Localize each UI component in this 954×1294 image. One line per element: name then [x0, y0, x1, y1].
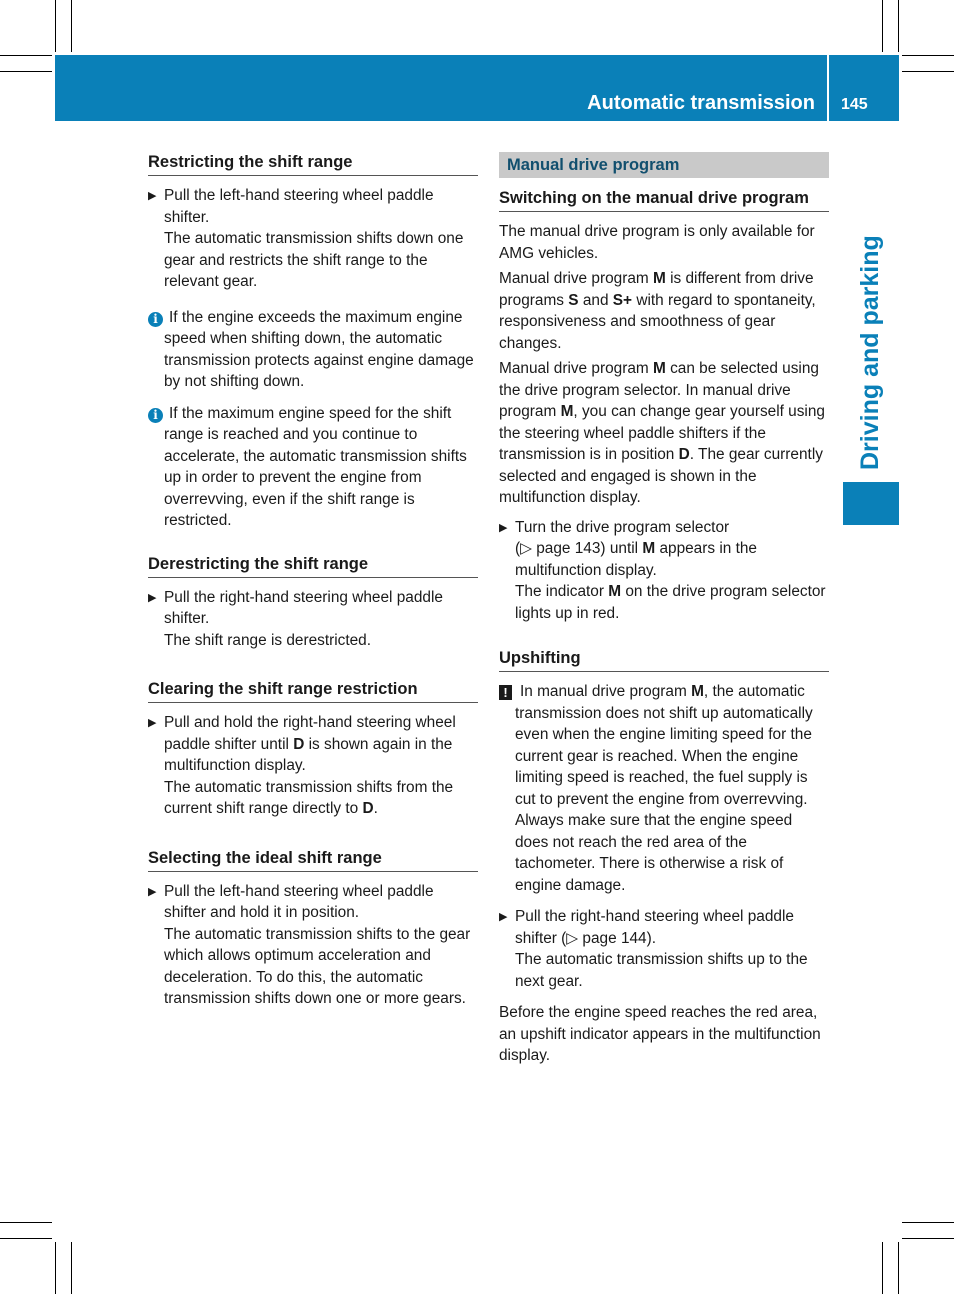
program-symbol: S — [568, 291, 579, 309]
text-run: . The gear currently selected and engaged is shown in the multifunction display. — [499, 446, 823, 506]
program-symbol: M — [560, 403, 574, 420]
paragraph: The manual drive program is only available for AMG vehicles. — [499, 223, 815, 262]
crop-mark — [0, 1222, 52, 1223]
display-symbol: D — [362, 800, 374, 817]
crop-mark — [71, 0, 72, 52]
step-action: Pull the right-hand steering wheel paddle shifter (▷ page 144). — [515, 908, 794, 947]
text-run: The automatic transmission shifts from the current shift range directly to — [164, 778, 454, 817]
display-symbol: D — [293, 735, 305, 753]
subsection-heading-switching-on: Switching on the manual drive program — [499, 188, 829, 212]
text-run: with regard to spontaneity, responsiveness and smoothness of gear changes. — [499, 291, 816, 352]
arrow-right-icon: ▶ — [499, 521, 508, 534]
info-icon: i — [148, 408, 163, 423]
instruction-step — [499, 517, 829, 625]
arrow-right-icon: ▶ — [148, 717, 157, 729]
note-text: If the engine exceeds the maximum engine speed when shifting down, the automatic transmission protects against engine damage by not shifting down. — [164, 308, 474, 390]
instruction-step — [499, 906, 829, 992]
section-heading-restricting: Restricting the shift range — [148, 152, 478, 176]
text-run: . — [373, 800, 378, 817]
paragraph — [499, 268, 829, 354]
page-reference: (▷ page 143) until — [515, 540, 643, 557]
warning-icon: ! — [499, 685, 512, 700]
step-action: Pull the left-hand steering wheel paddle shifter and hold it in position. — [164, 882, 434, 921]
left-column — [148, 152, 478, 1020]
step-result — [515, 581, 829, 624]
chapter-tab-marker — [843, 482, 899, 525]
program-symbol: M — [691, 683, 704, 700]
page-title: Automatic transmission — [587, 92, 815, 114]
program-symbol: M — [652, 270, 666, 287]
right-column — [499, 152, 829, 1071]
note-text: If the maximum engine speed for the shift range is reached and you continue to accelerate, the automatic transmission shifts up in order to prevent the engine from overrevving, even if the shift range is restricted. — [164, 404, 467, 529]
crop-mark — [902, 55, 954, 56]
crop-mark — [0, 55, 52, 56]
info-note — [148, 403, 478, 532]
text-run: Manual drive program — [499, 360, 653, 377]
text-run: The indicator — [515, 583, 609, 600]
program-symbol: M — [652, 360, 666, 377]
text-run: , you can change gear yourself using the steering wheel paddle shifters if the transmission is in position — [499, 403, 825, 463]
arrow-right-icon: ▶ — [499, 911, 508, 923]
crop-mark — [902, 1238, 954, 1239]
crop-mark — [55, 0, 56, 52]
text-run: , the automatic transmission does not shift up automatically even when the engine limiting speed for the current gear is reached. When the engine limiting speed is reached, the fuel supply is cut to prevent the engine from overrevving. Always make sure that the engine speed does not reach the red area of the tachometer. There is otherwise a risk of engine damage. — [515, 683, 813, 894]
step-action — [515, 517, 829, 582]
section-heading-selecting: Selecting the ideal shift range — [148, 848, 478, 872]
text-run: Manual drive program — [499, 270, 653, 287]
program-symbol: M — [642, 540, 656, 557]
instruction-step — [148, 587, 478, 652]
section-heading-manual-drive: Manual drive program — [499, 152, 829, 178]
instruction-step — [148, 712, 478, 820]
text-run: Turn the drive program selector — [515, 518, 730, 536]
text-run: can be selected using the drive program selector. In manual drive program — [499, 360, 819, 420]
step-result: The automatic transmission shifts to the gear which allows optimum acceleration and deceleration. To do this, the automatic transmission shifts down one or more gears. — [164, 925, 471, 1007]
section-heading-derestricting: Derestricting the shift range — [148, 554, 478, 578]
program-symbol: S+ — [612, 291, 633, 309]
text-run: is shown again in the multifunction display. — [164, 735, 453, 774]
info-note — [148, 307, 478, 393]
crop-mark — [55, 1242, 56, 1294]
crop-mark — [71, 1242, 72, 1294]
step-result: The shift range is derestricted. — [164, 631, 372, 649]
text-run: on the drive program selector lights up in red. — [515, 583, 826, 622]
crop-mark — [898, 0, 899, 52]
crop-mark — [902, 1222, 954, 1223]
section-heading-clearing: Clearing the shift range restriction — [148, 679, 478, 703]
text-run: appears in the multifunction display. — [515, 540, 757, 579]
crop-mark — [0, 1238, 52, 1239]
step-action: Pull the left-hand steering wheel paddle shifter. — [164, 187, 434, 226]
text-run: Pull and hold the right-hand steering wheel paddle shifter until — [164, 714, 456, 753]
step-action: Pull the right-hand steering wheel paddle shifter. — [164, 588, 443, 627]
instruction-step — [148, 881, 478, 1010]
page-header — [55, 55, 899, 121]
paragraph: Before the engine speed reaches the red area, an upshift indicator appears in the multifunction display. — [499, 1004, 821, 1064]
warning-note — [499, 681, 829, 896]
crop-mark — [902, 71, 954, 72]
text-run: In manual drive program — [520, 683, 692, 700]
step-result — [164, 777, 478, 820]
section-heading-upshifting: Upshifting — [499, 648, 829, 672]
program-symbol: D — [678, 446, 690, 463]
header-divider — [827, 55, 829, 121]
program-symbol: M — [608, 583, 622, 600]
crop-mark — [882, 0, 883, 52]
crop-mark — [0, 71, 52, 72]
paragraph — [499, 358, 829, 509]
text-run: and — [578, 291, 613, 309]
info-icon: i — [148, 312, 163, 327]
instruction-step — [148, 185, 478, 293]
page-number: 145 — [841, 96, 868, 113]
arrow-right-icon: ▶ — [148, 591, 157, 604]
arrow-right-icon: ▶ — [148, 190, 157, 202]
step-result: The automatic transmission shifts down one gear and restricts the shift range to the relevant gear. — [164, 230, 464, 290]
text-run: is different from drive programs — [499, 270, 814, 309]
chapter-tab-label: Driving and parking — [856, 235, 884, 470]
arrow-right-icon: ▶ — [148, 885, 157, 898]
crop-mark — [898, 1242, 899, 1294]
crop-mark — [882, 1242, 883, 1294]
step-result: The automatic transmission shifts up to the next gear. — [515, 951, 808, 990]
step-action — [164, 712, 478, 777]
